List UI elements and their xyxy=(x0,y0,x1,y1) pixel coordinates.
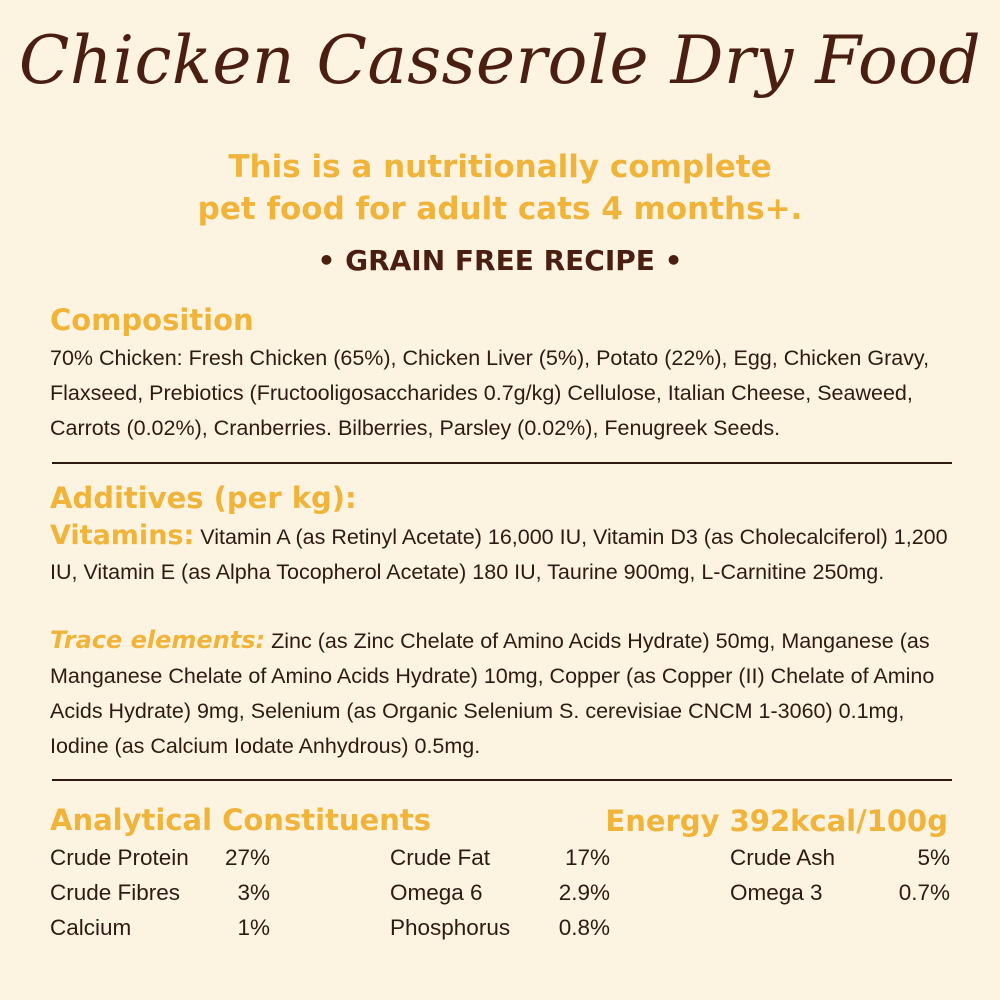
constituent-row xyxy=(50,910,270,945)
constituent-value: 0.7% xyxy=(898,880,950,905)
constituent-row xyxy=(390,840,610,875)
page-title: Chicken Casserole Dry Food xyxy=(18,22,982,99)
constituent-value: 2.9% xyxy=(558,880,610,905)
composition-text: 70% Chicken: Fresh Chicken (65%), Chicken Liver (5%), Potato (22%), Egg, Chicken Gravy, Flaxseed, Prebiotics (Fructooligosaccharides 0.7g/kg) Cellulose, Italian Cheese, Seaweed, Carrots (0.02%), Cranberries. Bilberries, Parsley (0.02%), Fenugreek Seeds. xyxy=(50,346,930,440)
composition-heading: Composition xyxy=(50,303,254,337)
constituent-name: Crude Fat xyxy=(390,845,491,870)
constituent-value: 27% xyxy=(224,845,270,870)
constituent-name: Crude Protein xyxy=(50,845,189,870)
analytical-heading: Analytical Constituents xyxy=(50,803,431,837)
constituents-column-1 xyxy=(50,840,270,945)
constituent-row xyxy=(390,910,610,945)
vitamins-text: Vitamin A (as Retinyl Acetate) 16,000 IU, Vitamin D3 (as Cholecalciferol) 1,200 IU, Vitamin E (as Alpha Tocopherol Acetate) 180 IU, Taurine 900mg, L-Carnitine 250mg. xyxy=(50,525,948,584)
constituent-name: Omega 3 xyxy=(730,880,823,905)
constituents-column-2 xyxy=(390,840,610,945)
constituent-value: 1% xyxy=(237,915,270,940)
constituent-name: Calcium xyxy=(50,915,132,940)
trace-elements-label: Trace elements: xyxy=(50,626,266,654)
constituent-row xyxy=(50,875,270,910)
vitamins-block xyxy=(50,518,955,590)
subtitle xyxy=(0,146,1000,230)
constituent-name: Phosphorus xyxy=(390,915,511,940)
constituent-row xyxy=(50,840,270,875)
constituent-name: Crude Ash xyxy=(730,845,836,870)
constituent-name: Omega 6 xyxy=(390,880,483,905)
subtitle-line-1: This is a nutritionally complete xyxy=(228,149,772,185)
vitamins-label: Vitamins: xyxy=(50,520,195,551)
additives-heading: Additives (per kg): xyxy=(50,481,357,515)
divider xyxy=(52,779,952,781)
constituent-value: 17% xyxy=(564,845,610,870)
divider xyxy=(52,462,952,464)
trace-elements-block xyxy=(50,623,955,764)
constituents-column-3 xyxy=(730,840,950,910)
subtitle-line-2: pet food for adult cats 4 months+. xyxy=(197,191,803,227)
grain-free-banner: • GRAIN FREE RECIPE • xyxy=(317,244,683,277)
constituent-value: 0.8% xyxy=(558,915,610,940)
constituent-row xyxy=(390,875,610,910)
constituent-row xyxy=(730,840,950,875)
constituent-value: 3% xyxy=(237,880,270,905)
energy-value: Energy 392kcal/100g xyxy=(605,804,948,838)
constituent-row xyxy=(730,875,950,910)
constituent-value: 5% xyxy=(917,845,950,870)
trace-elements-text: Zinc (as Zinc Chelate of Amino Acids Hydrate) 50mg, Manganese (as Manganese Chelate of Amino Acids Hydrate) 10mg, Copper (as Copper (II) Chelate of Amino Acids Hydrate) 9mg, Selenium (as Organic Selenium S. cerevisiae CNCM 1-3060) 0.1mg, Iodine (as Calcium Iodate Anhydrous) 0.5mg. xyxy=(50,629,935,758)
constituent-name: Crude Fibres xyxy=(50,880,181,905)
